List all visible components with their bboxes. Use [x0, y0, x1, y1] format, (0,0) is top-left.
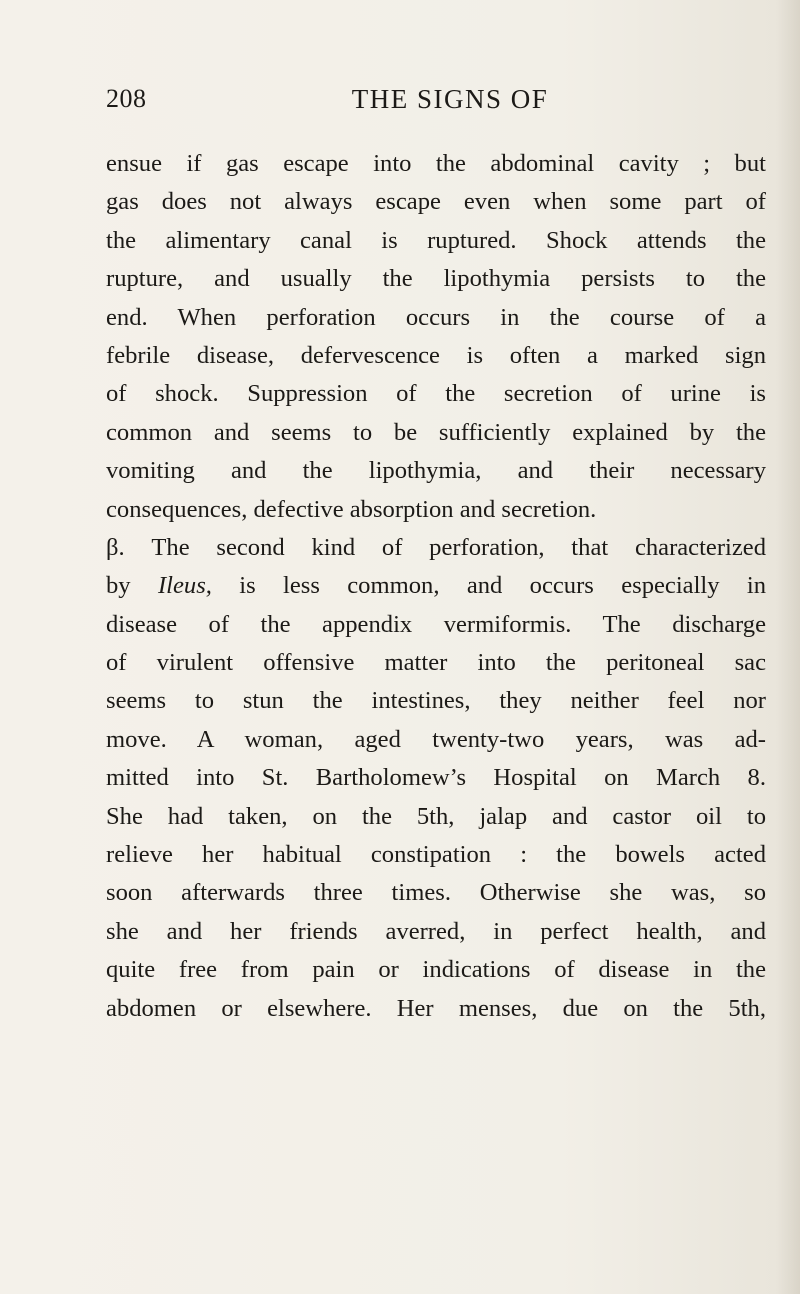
text-line: relieve her habitual constipation : the bowels acted: [106, 841, 766, 869]
text-line: of virulent offensive matter into the peritoneal sac: [106, 649, 766, 677]
italic-term: Ileus,: [157, 572, 212, 600]
text-line: seems to stun the intestines, they neither feel nor: [106, 687, 766, 715]
text-line: of shock. Suppression of the secretion of urine is: [106, 380, 766, 408]
text-line: she and her friends averred, in perfect health, and: [106, 917, 766, 945]
text-line: end. When perforation occurs in the course of a: [106, 303, 766, 331]
text-fragment: by: [106, 572, 158, 600]
text-line: move. A woman, aged twenty-two years, was ad-: [106, 725, 766, 753]
text-line: the alimentary canal is ruptured. Shock attends the: [106, 226, 766, 254]
text-line: vomiting and the lipothymia, and their necessary: [106, 457, 766, 485]
text-line: mitted into St. Bartholomew’s Hospital on March 8.: [106, 764, 766, 792]
text-fragment: is less common, and occurs especially in: [211, 572, 767, 600]
running-head: THE SIGNS OF: [351, 84, 549, 114]
body-text: [106, 145, 766, 1028]
text-line: febrile disease, defervescence is often a marked sign: [106, 341, 766, 369]
text-line: consequences, defective absorption and secretion.: [106, 495, 597, 523]
text-line: She had taken, on the 5th, jalap and castor oil to: [106, 802, 766, 830]
text-line: abdomen or elsewhere. Her menses, due on the 5th,: [106, 994, 766, 1022]
text-line: common and seems to be sufficiently explained by the: [106, 418, 766, 446]
text-line: soon afterwards three times. Otherwise she was, so: [106, 879, 766, 907]
page-header: [106, 84, 766, 128]
text-line: quite free from pain or indications of disease in the: [106, 956, 766, 984]
text-line: β. The second kind of perforation, that characterized: [106, 533, 766, 561]
page-number: 208: [106, 84, 147, 113]
text-line: rupture, and usually the lipothymia persists to the: [106, 265, 766, 293]
text-line: disease of the appendix vermiformis. The discharge: [106, 610, 766, 638]
text-line: [106, 567, 766, 605]
text-line: gas does not always escape even when some part of: [106, 188, 766, 216]
text-line: ensue if gas escape into the abdominal cavity ; but: [106, 150, 766, 177]
